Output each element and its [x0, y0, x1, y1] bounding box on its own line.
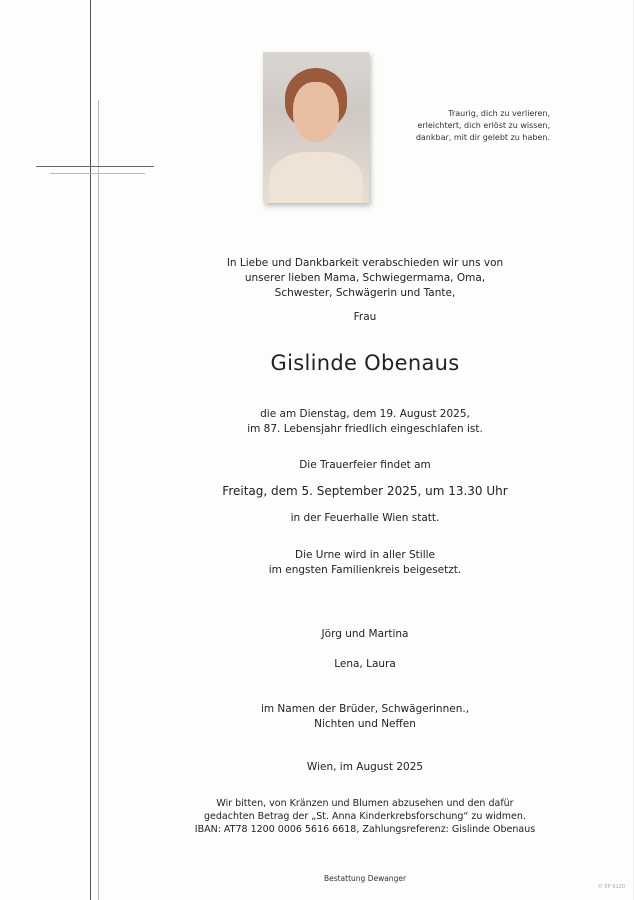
- cross-horizontal-line: [36, 166, 154, 167]
- mourner-line-2: Lena, Laura: [334, 658, 396, 670]
- cross-vertical-line-light: [98, 100, 99, 900]
- donation-text: Wir bitten, von Kränzen und Blumen abzusehen und den dafür gedachten Betrag der „St. Anna Kinderkrebsforschung“ zu widmen. IBAN: AT78 1200 0006 5616 6618, Zahlungsreferenz: Gislinde Obenaus: [194, 798, 536, 835]
- portrait-photo: [263, 52, 369, 203]
- urn-text: Die Urne wird in aller Stille im engsten Familienkreis beigesetzt.: [268, 549, 462, 576]
- service-place: in der Feuerhalle Wien statt.: [290, 512, 440, 524]
- place-date: Wien, im August 2025: [306, 761, 424, 773]
- passing-text: die am Dienstag, dem 19. August 2025, im 87. Lebensjahr friedlich eingeschlafen ist.: [247, 408, 483, 435]
- deceased-name: Gislinde Obenaus: [270, 351, 460, 375]
- service-intro: Die Trauerfeier findet am: [299, 459, 431, 471]
- cross-horizontal-line-light: [50, 173, 145, 174]
- undertaker-name: Bestattung Dewanger: [323, 874, 407, 883]
- cross-vertical-line: [90, 0, 91, 900]
- mourner-line-1: Jörg und Martina: [321, 628, 409, 640]
- salutation: Frau: [353, 311, 377, 323]
- service-date: Freitag, dem 5. September 2025, um 13.30 Uhr: [222, 484, 508, 498]
- intro-text: In Liebe und Dankbarkeit verabschieden wir uns von unserer lieben Mama, Schwiegermama, Oma, Schwester, Schwägerin und Tante,: [226, 257, 504, 299]
- relatives-text: im Namen der Brüder, Schwägerinnen., Nichten und Neffen: [260, 703, 470, 730]
- memorial-quote: Traurig, dich zu verlieren, erleichtert, dich erlöst zu wissen, dankbar, mit dir gelebt zu haben.: [415, 109, 550, 142]
- print-code: © EP 9120: [597, 884, 625, 890]
